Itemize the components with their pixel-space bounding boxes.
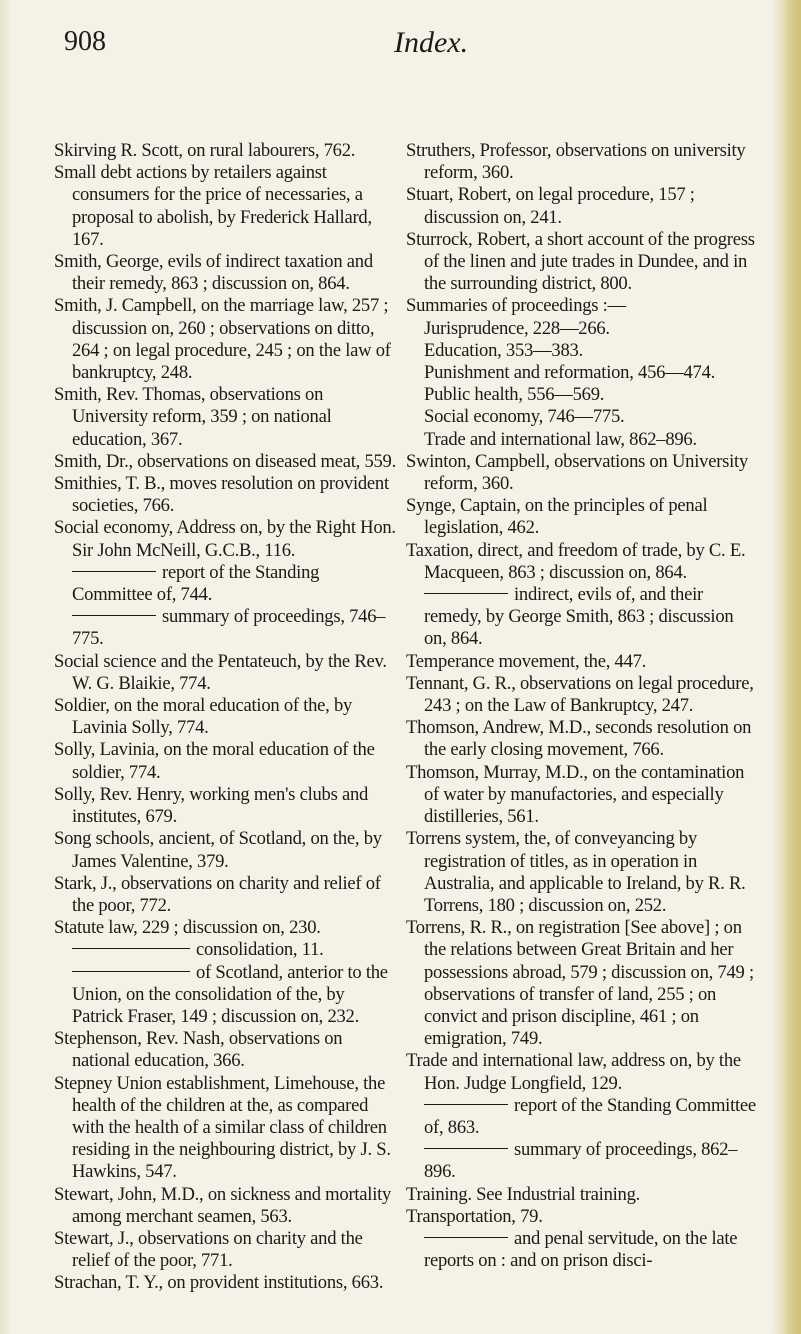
- index-entry: [54, 295, 399, 384]
- index-entry-text: Tennant, G. R., observations on legal procedure, 243 ; on the Law of Bankruptcy, 247.: [406, 672, 754, 717]
- index-entry-text: Smith, George, evils of indirect taxation and their remedy, 863 ; discussion on, 864.: [54, 251, 373, 295]
- index-entry: [406, 184, 758, 228]
- index-subentry: [406, 318, 758, 340]
- page-number: 908: [64, 26, 106, 57]
- index-entry: [54, 384, 399, 451]
- index-entry-text: consolidation, 11.: [196, 939, 324, 961]
- index-entry: [54, 784, 399, 828]
- index-entry-text: Social economy, Address on, by the Right Hon. Sir John McNeill, G.C.B., 116.: [54, 517, 396, 561]
- index-entry-text: Torrens, R. R., on registration [See above] ; on the relations between Great Britain and her possessions abroad, 579 ; discussion on, 749 ; observations of transfer of land, 255 ; on convict and prison discipline, 461 ; on emigration, 749.: [406, 917, 754, 1050]
- ditto-rule: [72, 615, 156, 616]
- index-entry-text: Solly, Rev. Henry, working men's clubs and institutes, 679.: [54, 783, 369, 828]
- index-entry-text: Swinton, Campbell, observations on University reform, 360.: [406, 450, 749, 495]
- index-entry: [54, 1184, 399, 1228]
- index-entry-text: Synge, Captain, on the principles of penal legislation, 462.: [406, 495, 708, 539]
- index-entry-text: Temperance movement, the, 447.: [406, 650, 647, 672]
- index-subentry: [406, 584, 758, 651]
- index-entry-text: Statute law, 229 ; discussion on, 230.: [54, 917, 321, 939]
- index-subentry: [54, 939, 399, 961]
- index-subentry: [406, 1139, 758, 1183]
- index-subentry: [406, 384, 758, 406]
- running-title: Index.: [394, 26, 469, 59]
- index-entry: [406, 651, 758, 673]
- index-entry: [406, 540, 758, 584]
- index-entry-text: Social science and the Pentateuch, by the Rev. W. G. Blaikie, 774.: [54, 650, 387, 694]
- page-header: [64, 26, 764, 86]
- index-entry-text: indirect, evils of, and their remedy, by George Smith, 863 ; discussion on, 864.: [424, 584, 734, 650]
- index-entry-text: Social economy, 746—775.: [424, 406, 625, 428]
- index-entry: [406, 673, 758, 717]
- index-entry: [54, 251, 399, 295]
- ditto-rule: [424, 1148, 508, 1149]
- index-entry-text: Transportation, 79.: [406, 1205, 543, 1227]
- index-entry: [54, 1028, 399, 1072]
- index-entry: [406, 229, 758, 296]
- index-entry: [406, 828, 758, 917]
- index-entry-text: Jurisprudence, 228—266.: [424, 317, 610, 339]
- index-entry: [54, 1073, 399, 1184]
- index-column-right: [406, 140, 758, 1272]
- index-entry-text: Song schools, ancient, of Scotland, on the, by James Valentine, 379.: [54, 828, 382, 872]
- index-subentry: [406, 406, 758, 428]
- index-entry: [406, 451, 758, 495]
- index-subentry: [406, 340, 758, 362]
- index-entry-text: Stephenson, Rev. Nash, observations on national education, 366.: [54, 1028, 343, 1072]
- index-entry: [406, 295, 758, 317]
- ditto-rule: [72, 948, 190, 949]
- index-entry-text: Torrens system, the, of conveyancing by registration of titles, as in operation in Australia, and applicable to Ireland, by R. R. Torrens, 180 ; discussion on, 252.: [406, 828, 746, 916]
- index-entry: [54, 828, 399, 872]
- index-entry: [54, 917, 399, 939]
- index-entry-text: Soldier, on the moral education of the, by Lavinia Solly, 774.: [54, 695, 353, 739]
- index-entry-text: summary of proceedings, 862–896.: [424, 1139, 738, 1183]
- index-entry-text: Stuart, Robert, on legal procedure, 157 ; discussion on, 241.: [406, 184, 695, 228]
- index-subentry: [54, 606, 399, 650]
- index-entry: [406, 140, 758, 184]
- index-subentry: [54, 962, 399, 1029]
- index-entry-text: Training. See Industrial training.: [406, 1183, 641, 1205]
- index-entry-text: Stewart, John, M.D., on sickness and mortality among merchant seamen, 563.: [54, 1183, 392, 1227]
- index-entry-text: Public health, 556—569.: [424, 384, 605, 406]
- index-entry: [406, 1206, 758, 1228]
- ditto-rule: [72, 971, 190, 972]
- index-entry-text: Stepney Union establishment, Limehouse, the health of the children at the, as compared with the health of a similar class of children residing in the neighbouring district, by J. S. Hawkins, 547.: [54, 1072, 391, 1183]
- index-entry-text: summary of proceedings, 746–775.: [72, 606, 386, 650]
- index-subentry: [54, 562, 399, 606]
- index-entry-text: Smithies, T. B., moves resolution on provident societies, 766.: [54, 473, 389, 517]
- ditto-rule: [424, 1104, 508, 1105]
- index-entry-text: report of the Standing Committee of, 863.: [424, 1094, 756, 1138]
- index-entry: [406, 717, 758, 761]
- index-entry-text: report of the Standing Committee of, 744.: [72, 561, 320, 606]
- index-entry: [54, 517, 399, 561]
- index-entry: [54, 695, 399, 739]
- index-entry: [54, 1272, 399, 1294]
- index-entry-text: of Scotland, anterior to the Union, on the consolidation of the, by Patrick Fraser, 149 ; discussion on, 232.: [72, 961, 388, 1027]
- index-subentry: [406, 1095, 758, 1139]
- index-entry: [54, 140, 399, 162]
- page-edge-shadow-left: [0, 0, 12, 1334]
- index-entry-text: Trade and international law, address on, by the Hon. Judge Longfield, 129.: [406, 1050, 741, 1094]
- index-entry: [54, 1228, 399, 1272]
- index-entry-text: Thomson, Murray, M.D., on the contamination of water by manufactories, and especially distilleries, 561.: [406, 761, 745, 828]
- index-entry: [406, 1050, 758, 1094]
- index-entry: [54, 739, 399, 783]
- index-entry-text: Taxation, direct, and freedom of trade, by C. E. Macqueen, 863 ; discussion on, 864.: [406, 539, 746, 583]
- index-entry: [54, 473, 399, 517]
- ditto-rule: [424, 1237, 508, 1238]
- index-entry-text: Sturrock, Robert, a short account of the progress of the linen and jute trades in Dundee, and in the surrounding district, 800.: [406, 228, 755, 295]
- index-entry: [406, 762, 758, 829]
- index-entry-text: Smith, Rev. Thomas, observations on University reform, 359 ; on national education, 367.: [54, 384, 332, 450]
- index-subentry: [406, 1228, 758, 1272]
- index-entry-text: and penal servitude, on the late reports on : and on prison disci-: [424, 1227, 738, 1272]
- index-subentry: [406, 362, 758, 384]
- index-subentry: [406, 429, 758, 451]
- index-entry-text: Skirving R. Scott, on rural labourers, 762.: [54, 140, 356, 161]
- index-entry: [54, 451, 399, 473]
- index-entry-text: Education, 353—383.: [424, 339, 583, 361]
- index-entry-text: Smith, J. Campbell, on the marriage law, 257 ; discussion on, 260 ; observations on ditto, 264 ; on legal procedure, 245 ; on the law of bankruptcy, 248.: [54, 295, 391, 384]
- index-entry-text: Small debt actions by retailers against consumers for the price of necessaries, a proposal to abolish, by Frederick Hallard, 167.: [54, 162, 372, 250]
- index-entry-text: Summaries of proceedings :—: [406, 295, 626, 317]
- ditto-rule: [72, 571, 156, 572]
- page-edge-shadow-right: [771, 0, 801, 1334]
- index-entry: [406, 495, 758, 539]
- index-entry-text: Stark, J., observations on charity and relief of the poor, 772.: [54, 872, 381, 916]
- index-column-left: [54, 140, 399, 1295]
- index-entry-text: Stewart, J., observations on charity and the relief of the poor, 771.: [54, 1227, 363, 1272]
- index-entry-text: Trade and international law, 862–896.: [424, 428, 697, 450]
- index-entry-text: Struthers, Professor, observations on university reform, 360.: [406, 140, 746, 184]
- index-entry: [54, 162, 399, 251]
- index-entry: [54, 873, 399, 917]
- index-entry-text: Punishment and reformation, 456—474.: [424, 362, 716, 384]
- index-entry: [54, 651, 399, 695]
- index-entry-text: Solly, Lavinia, on the moral education of the soldier, 774.: [54, 739, 375, 783]
- index-entry-text: Thomson, Andrew, M.D., seconds resolution on the early closing movement, 766.: [406, 717, 752, 761]
- index-entry-text: Smith, Dr., observations on diseased meat, 559.: [54, 450, 397, 472]
- index-entry: [406, 917, 758, 1050]
- index-entry: [406, 1184, 758, 1206]
- ditto-rule: [424, 593, 508, 594]
- index-entry-text: Strachan, T. Y., on provident institutions, 663.: [54, 1272, 384, 1294]
